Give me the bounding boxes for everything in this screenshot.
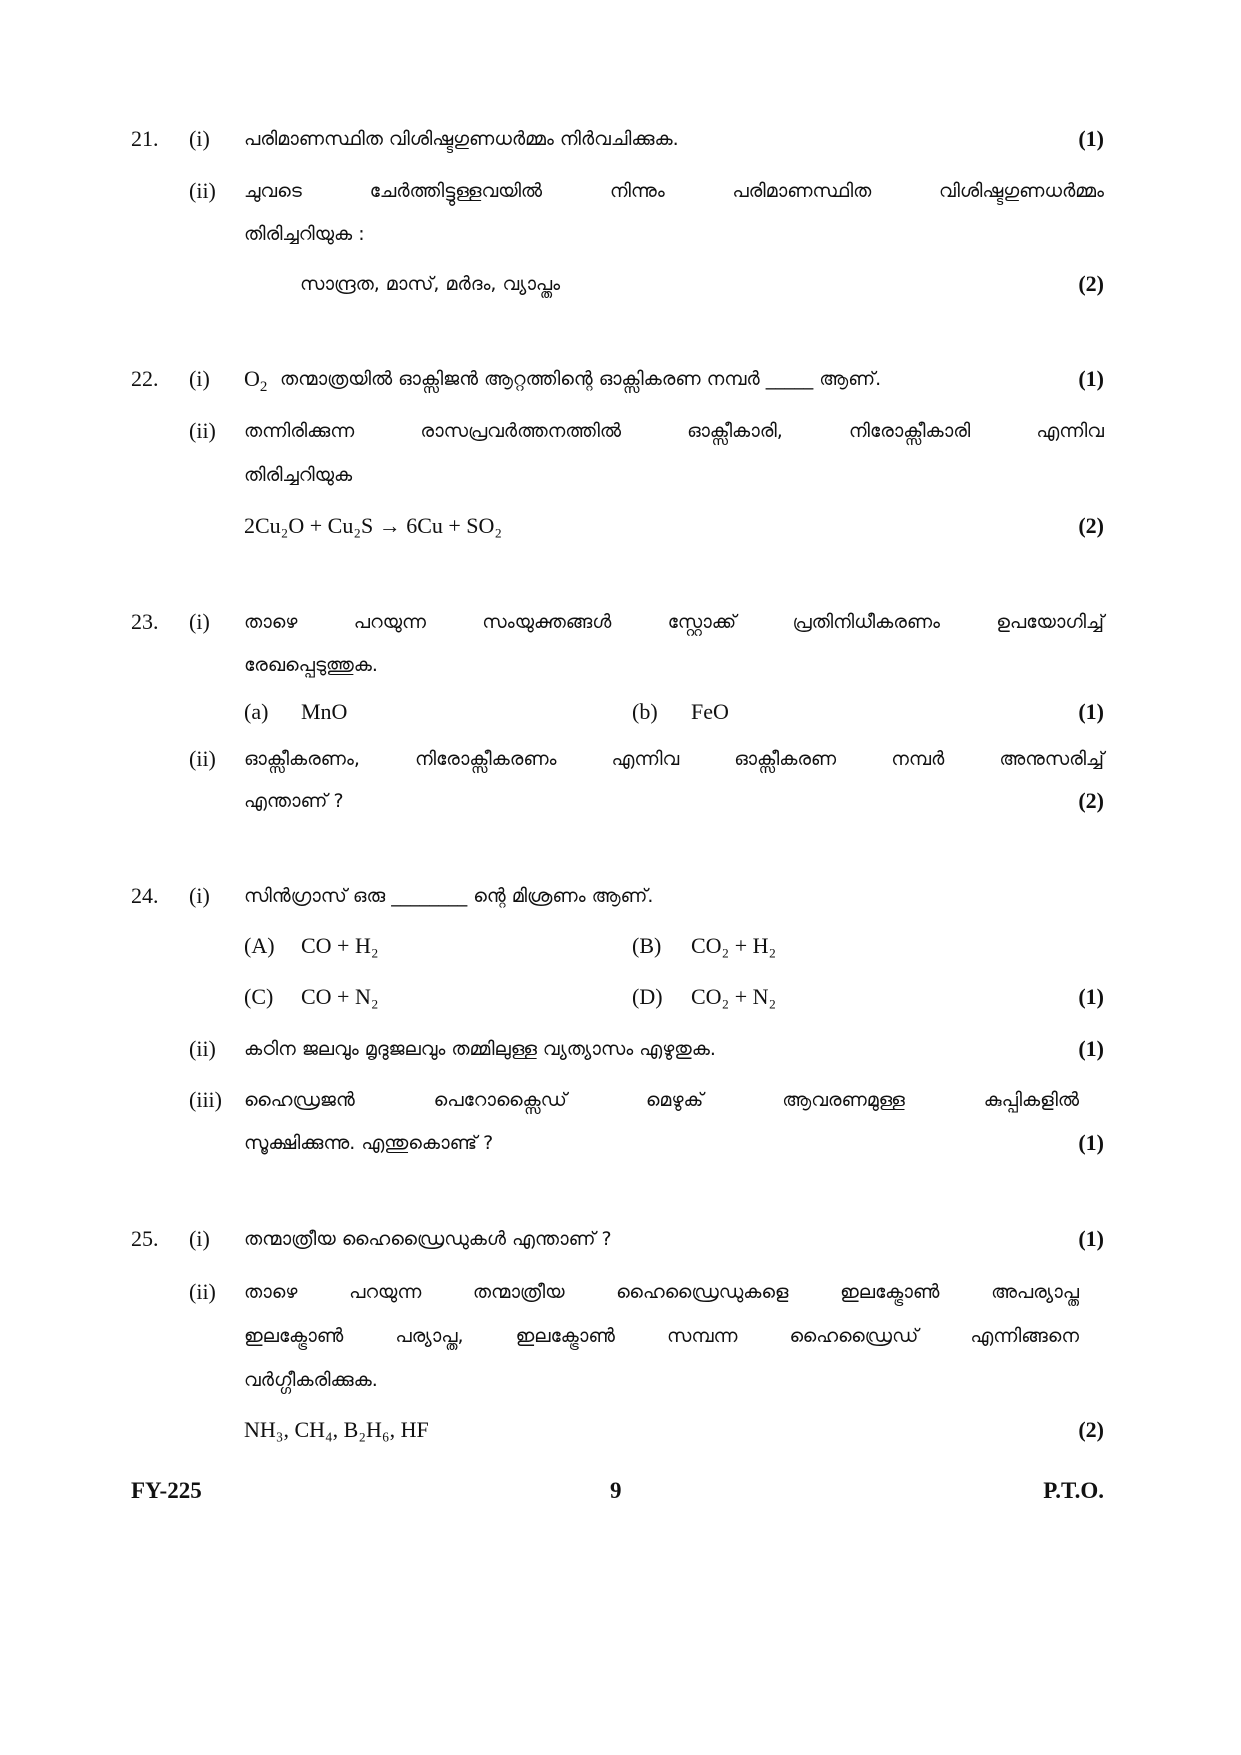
question-text: താഴെ പറയുന്ന തന്മാത്രീയ ഹൈഡ്രൈഡുകളെ ഇലക്ട്രോൺ അപര്യാപ്ത [244,1281,1079,1303]
question-text: താഴെ പറയുന്ന സംയുക്തങ്ങൾ സ്റ്റോക്ക് പ്രതിനിധീകരണം ഉപയോഗിച്ച് [244,611,1104,633]
please-turn-over: P.T.O. [1043,1478,1104,1503]
question-text: ചുവടെ ചേർത്തിട്ടുള്ളവയിൽ നിന്നും പരിമാണസ്ഥിത വിശിഷ്ടഗുണധർമ്മം [244,180,1104,202]
part-label: (ii) [189,418,216,443]
marks: (1) [1078,366,1104,391]
molecule-formula: $O_2$ [244,366,268,395]
question-text: പരിമാണസ്ഥിത വിശിഷ്ടഗുണധർമ്മം നിർവചിക്കുക. [244,128,679,150]
option-text: CO₂ + H₂ [691,933,777,958]
question-text: തിരിച്ചറിയുക : [244,223,365,245]
option-list: സാന്ദ്രത, മാസ്, മർദം, വ്യാപ്തം [300,273,561,295]
part-label: (i) [189,366,210,391]
question-number: 23. [131,609,159,634]
question-number: 25. [131,1226,159,1251]
marks: (1) [1078,699,1104,724]
option-label: (C) [244,984,274,1009]
option-label: (D) [632,984,663,1009]
question-text: തന്മാത്രയിൽ ഓക്സിജൻ ആറ്റത്തിന്റെ ഓക്സികരണ നമ്പർ _____ ആണ്. [280,368,882,390]
option-label: (A) [244,933,275,958]
part-label: (i) [189,609,210,634]
part-label: (ii) [189,746,216,771]
question-text: തിരിച്ചറിയുക [244,464,353,486]
marks: (1) [1078,984,1104,1009]
question-text: സൂക്ഷിക്കുന്നു. എന്തുകൊണ്ട് ? [244,1132,494,1154]
question-text: കഠിന ജലവും മൃദുജലവും തമ്മിലുള്ള വ്യത്യാസം എഴുതുക. [244,1038,716,1060]
question-number: 24. [131,883,159,908]
part-label: (i) [189,883,210,908]
part-label: (ii) [189,178,216,203]
marks: (2) [1078,513,1104,538]
paper-code: FY-225 [131,1478,202,1503]
page-number: 9 [610,1478,622,1503]
option-text: CO₂ + N₂ [691,984,777,1009]
option-text: CO + N₂ [301,984,379,1009]
question-number: 22. [131,366,159,391]
option-text: MnO [301,699,348,724]
question-text: ഹൈഡ്രജൻ പെറോക്സൈഡ് മെഴുക് ആവരണമുള്ള കുപ്പികളിൽ [244,1089,1079,1111]
part-label: (i) [189,1226,210,1251]
marks: (1) [1078,1036,1104,1061]
option-label: (a) [244,699,269,724]
question-text: തന്നിരിക്കുന്ന രാസപ്രവർത്തനത്തിൽ ഓക്സീകാരി, നിരോക്സീകാരി എന്നിവ [244,420,1104,442]
question-number: 21. [131,126,159,151]
formula-list: NH₃, CH₄, B₂H₆, HF [244,1417,429,1442]
part-label: (ii) [189,1036,216,1061]
question-text: എന്താണ് ? [244,790,344,812]
question-text: ഓക്സീകരണം, നിരോക്സീകരണം എന്നിവ ഓക്സീകരണ നമ്പർ അനുസരിച്ച് [244,748,1104,770]
part-label: (i) [189,126,210,151]
marks: (1) [1078,1130,1104,1155]
marks: (1) [1078,1226,1104,1251]
question-text: വർഗ്ഗീകരിക്കുക. [244,1369,378,1391]
marks: (2) [1078,271,1104,296]
option-text: FeO [691,699,729,724]
question-text: രേഖപ്പെടുത്തുക. [244,654,378,676]
question-text: തന്മാത്രീയ ഹൈഡ്രൈഡുകൾ എന്താണ് ? [244,1228,612,1250]
marks: (2) [1078,1417,1104,1442]
question-text: ഇലക്ട്രോൺ പര്യാപ്ത, ഇലക്ട്രോൺ സമ്പന്ന ഹൈഡ്രൈഡ് എന്നിങ്ങനെ [244,1325,1079,1347]
marks: (1) [1078,126,1104,151]
chemical-equation: 2Cu₂O + Cu₂S → 6Cu + SO₂ [244,513,503,538]
option-text: CO + H₂ [301,933,379,958]
marks: (2) [1078,788,1104,813]
option-label: (b) [632,699,658,724]
question-text: സിൻഗ്രാസ് ഒരു ________ ന്റെ മിശ്രണം ആണ്. [244,885,654,907]
part-label: (iii) [189,1087,222,1112]
option-label: (B) [632,933,662,958]
part-label: (ii) [189,1279,216,1304]
